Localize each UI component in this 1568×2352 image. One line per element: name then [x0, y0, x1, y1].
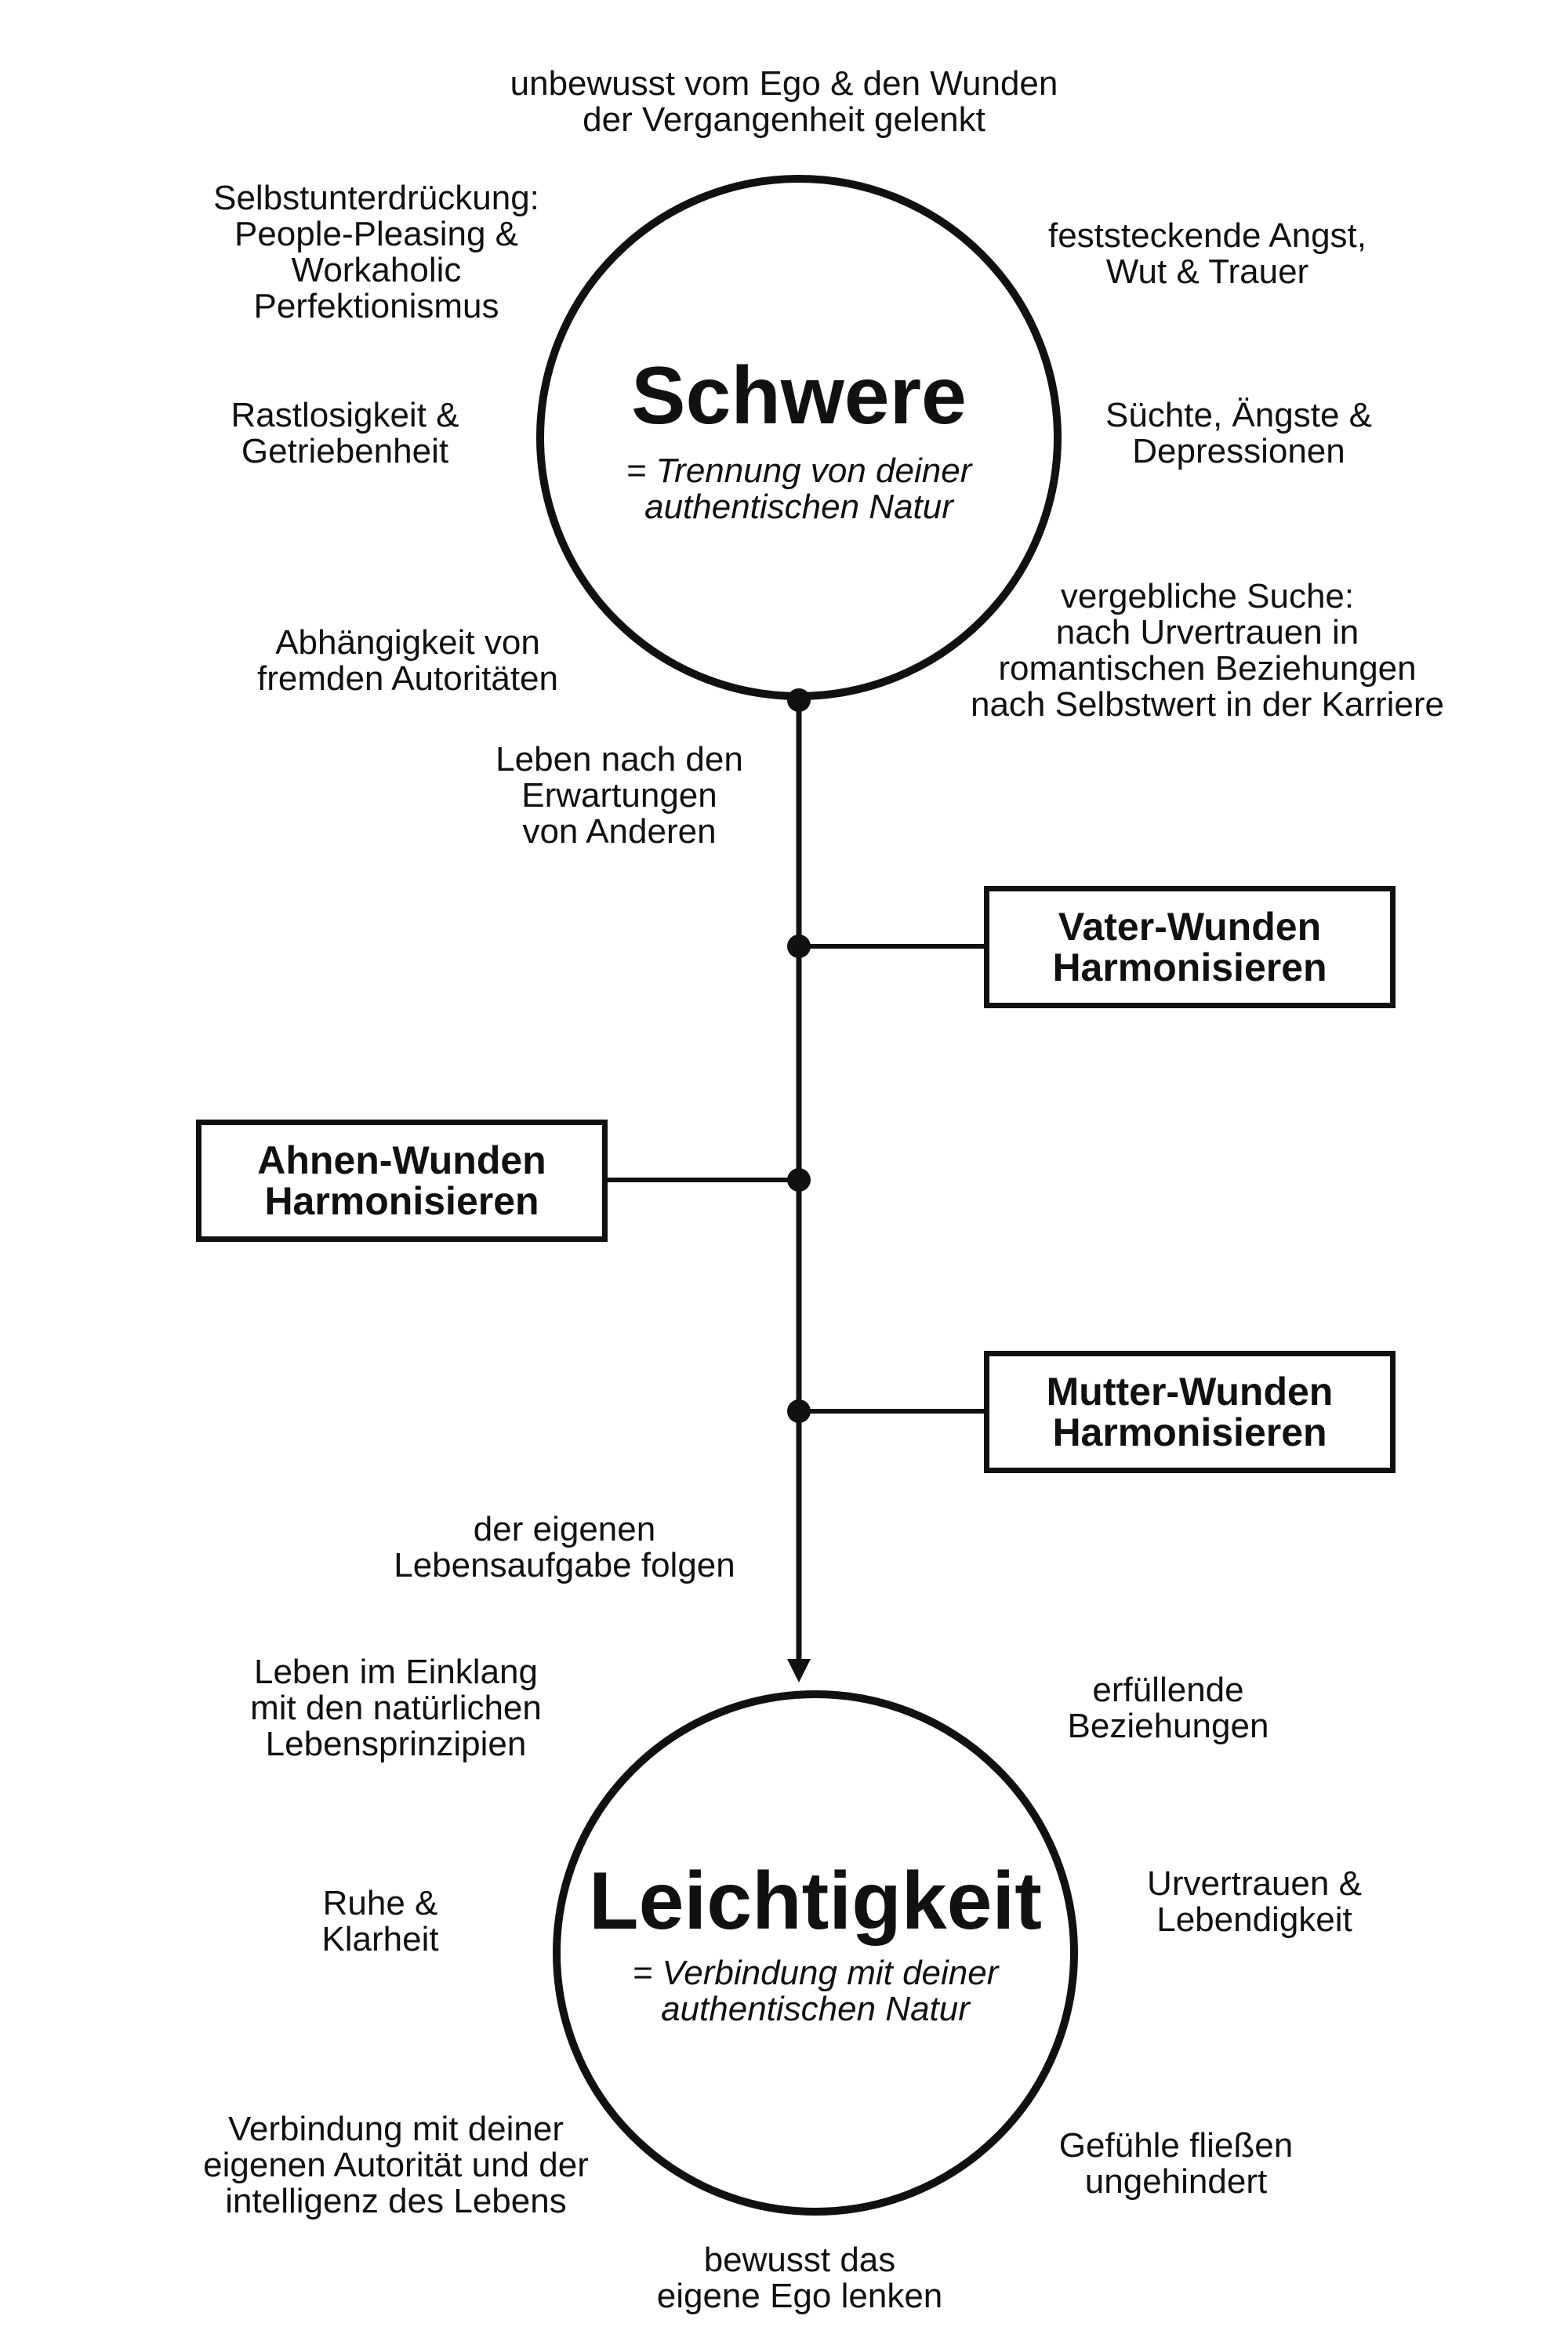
label-ego-wounds: unbewusst vom Ego & den Wunden der Vergangenheit gelenkt [510, 64, 1058, 139]
leichtigkeit-title: Leichtigkeit [589, 1856, 1042, 1947]
label-fear-anger: feststeckende Angst, Wut & Trauer [1047, 216, 1367, 291]
node-dot-mutter [787, 1399, 811, 1423]
label-connection: Verbindung mit deiner eigenen Autorität und der intelligenz des Lebens [203, 2110, 589, 2220]
connector-arrowhead [787, 1659, 811, 1682]
label-harmony: Leben im Einklang mit den natürlichen Lebensprinzipien [250, 1653, 542, 1763]
box-vater-wunden [984, 886, 1396, 1008]
box-vater-wunden-label: Vater-Wunden Harmonisieren [1052, 905, 1327, 989]
label-life-task: der eigenen Lebensaufgabe folgen [394, 1510, 735, 1584]
label-trust: Urvertrauen & Lebendigkeit [1147, 1864, 1362, 1939]
label-self-suppression: Selbstunterdrückung: People-Pleasing & Workaholic Perfektionismus [213, 179, 539, 325]
label-vain-search: vergebliche Suche: nach Urvertrauen in romantischen Beziehungen nach Selbstwert in der Karriere [970, 577, 1445, 724]
label-expectations: Leben nach den Erwartungen von Anderen [495, 740, 743, 851]
node-dot-vater [787, 935, 811, 958]
label-fulfilling: erfüllende Beziehungen [1067, 1671, 1269, 1745]
node-dot-ahnen [787, 1168, 811, 1192]
box-mutter-wunden [984, 1351, 1396, 1473]
box-ahnen-wunden-label: Ahnen-Wunden Harmonisieren [257, 1138, 546, 1223]
label-addictions: Süchte, Ängste & Depressionen [1105, 396, 1372, 470]
schwere-subtitle: = Trennung von deiner authentischen Natur [626, 452, 972, 526]
label-dependency: Abhängigkeit von fremden Autoritäten [256, 623, 558, 698]
schwere-title: Schwere [631, 350, 967, 441]
label-restlessness: Rastlosigkeit & Getriebenheit [230, 396, 459, 470]
node-dot-top [787, 688, 811, 712]
leichtigkeit-subtitle: = Verbindung mit deiner authentischen Natur [632, 1954, 999, 2028]
label-conscious: bewusst das eigene Ego lenken [656, 2241, 943, 2315]
label-feelings: Gefühle fließen ungehindert [1058, 2126, 1294, 2201]
label-calm: Ruhe & Klarheit [321, 1884, 439, 1958]
box-ahnen-wunden [196, 1120, 608, 1242]
box-mutter-wunden-label: Mutter-Wunden Harmonisieren [1046, 1370, 1334, 1454]
